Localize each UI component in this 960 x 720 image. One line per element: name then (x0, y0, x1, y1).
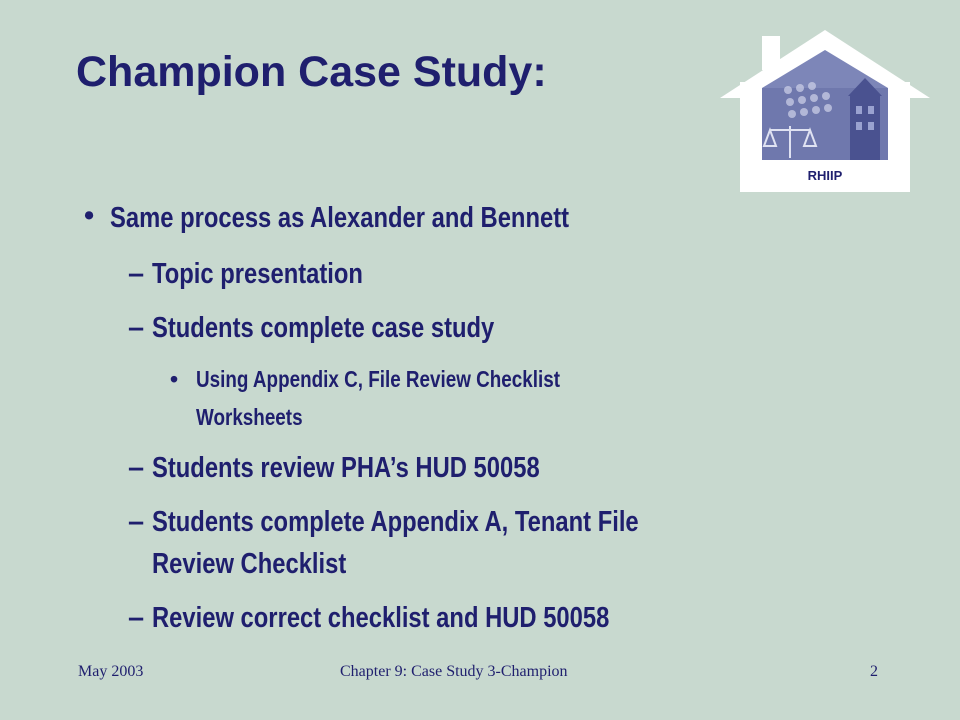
footer-chapter: Chapter 9: Case Study 3-Champion (340, 663, 568, 680)
dash-bullet: – (128, 602, 145, 634)
sub-item-appendix-a-line1: Students complete Appendix A, Tenant File (152, 506, 639, 538)
dash-bullet: – (128, 312, 145, 344)
sub-item-topic: Topic presentation (152, 258, 363, 290)
slide-title: Champion Case Study: (76, 48, 547, 96)
sub-item-appendix-a-line2: Review Checklist (152, 548, 347, 580)
house-logo-icon (718, 30, 932, 192)
dash-bullet: – (128, 452, 145, 484)
bullet-dot: • (84, 200, 95, 232)
bullet-main: Same process as Alexander and Bennett (110, 202, 570, 234)
sub-sub-item-line1: Using Appendix C, File Review Checklist (196, 366, 561, 392)
logo-text: RHIIP (807, 168, 843, 183)
sub-sub-item-line2: Worksheets (196, 404, 303, 430)
bullet-dot-small: • (170, 366, 179, 392)
sub-item-review-hud: Students review PHA’s HUD 50058 (152, 452, 540, 484)
dash-bullet: – (128, 258, 145, 290)
sub-item-review-correct: Review correct checklist and HUD 50058 (152, 602, 610, 634)
footer-page-number: 2 (870, 663, 878, 680)
rhiip-logo (718, 30, 932, 192)
sub-item-complete-case: Students complete case study (152, 312, 495, 344)
footer-date: May 2003 (78, 663, 144, 680)
dash-bullet: – (128, 506, 145, 538)
